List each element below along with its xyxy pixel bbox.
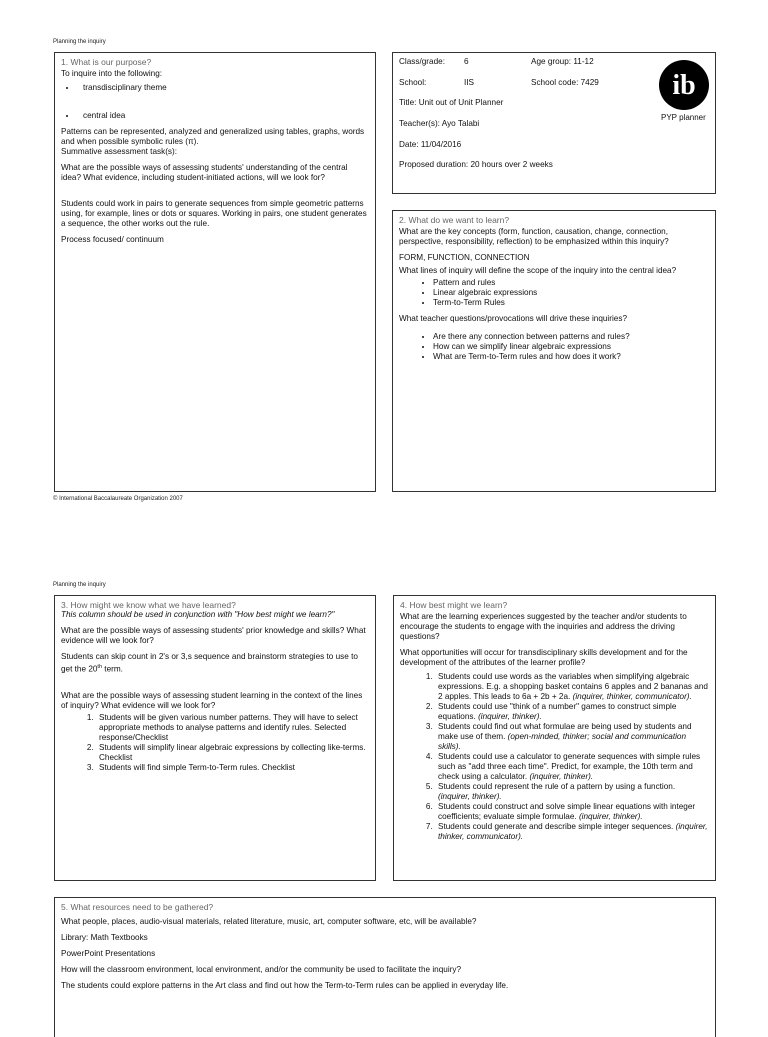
age-group: Age group: 11-12 xyxy=(531,57,594,66)
lines-question: What lines of inquiry will define the scope of the inquiry into the central idea? xyxy=(399,266,677,275)
section-title: 1. What is our purpose? xyxy=(61,57,152,67)
learning-experience: 4. Students could use a calculator to generate sequences with simple rules such as "add three each time". Predict, for example, the 10th term and check using a calculator. (inquirer, thinker). xyxy=(435,752,709,782)
proposed-duration: Proposed duration: 20 hours over 2 weeks xyxy=(399,160,553,169)
prior-knowledge-question: What are the possible ways of assessing students' prior knowledge and skills? What evidence will we look for? xyxy=(61,626,366,645)
environment-question: How will the classroom environment, local environment, and/or the community be used to facilitate the inquiry? xyxy=(61,965,462,974)
purpose-intro: To inquire into the following: xyxy=(61,69,163,78)
teacher-question: • What are Term-to-Term rules and how does it work? xyxy=(433,352,709,362)
teacher: Teacher(s): Ayo Talabi xyxy=(399,119,480,128)
line-of-inquiry: • Pattern and rules xyxy=(433,278,709,288)
theme-bullet: • transdisciplinary theme xyxy=(77,83,369,93)
opportunities-question: What opportunities will occur for transdisciplinary skills development and for the development of the attributes of the learner profile? xyxy=(400,648,688,667)
ib-logo xyxy=(658,59,710,111)
best-learn-section xyxy=(393,595,716,881)
task-text: Students could work in pairs to generate sequences from simple geometric patterns using, for example, lines or dots or squares. Working in pairs, one student generates a sequence, the other works out the rule. xyxy=(61,199,367,228)
learning-experiences-question: What are the learning experiences suggested by the teacher and/or students to encourage the students to engage with the inquiries and address the driving questions? xyxy=(400,612,687,641)
purpose-section xyxy=(54,52,376,492)
ib-logo-icon xyxy=(658,59,710,111)
environment-answer: The students could explore patterns in the Art class and find out how the Term-to-Term rules can be applied in everyday life. xyxy=(61,981,509,990)
learning-experience: 5. Students could represent the rule of a pattern by using a function. (inquirer, thinker). xyxy=(435,782,709,802)
know-section xyxy=(54,595,376,881)
learning-experience: 6. Students could construct and solve simple linear equations with integer coefficients; evaluate simple formulae. (inquirer, thinker). xyxy=(435,802,709,822)
teacher-questions-label: What teacher questions/provocations will drive these inquiries? xyxy=(399,314,628,323)
section-title: 4. How best might we learn? xyxy=(400,600,508,610)
school-value: IIS xyxy=(464,78,475,87)
class-label: Class/grade: xyxy=(399,57,445,66)
assessment-item: 3. Students will find simple Term-to-Term rules. Checklist xyxy=(96,763,369,773)
key-concepts-question: What are the key concepts (form, function, causation, change, connection, perspective, responsibility, reflection) to be emphasized within this inquiry? xyxy=(399,227,669,246)
learning-experience: 2. Students could use "think of a number" games to construct simple equations. (inquirer, thinker). xyxy=(435,702,709,722)
unit-title: Title: Unit out of Unit Planner xyxy=(399,98,504,107)
resources-question: What people, places, audio-visual materials, related literature, music, art, computer software, etc, will be available? xyxy=(61,917,477,926)
svg-text:ib: ib xyxy=(672,70,696,101)
teacher-question: • Are there any connection between patterns and rules? xyxy=(433,332,709,342)
line-of-inquiry: • Linear algebraic expressions xyxy=(433,288,709,298)
prior-knowledge-answer: Students can skip count in 2's or 3,s sequence and brainstorm strategies to use to get the 20th term. xyxy=(61,652,358,674)
resource-item: PowerPoint Presentations xyxy=(61,949,156,958)
learning-experience: 7. Students could generate and describe simple integer sequences. (inquirer, thinker, communicator). xyxy=(435,822,709,842)
section-title: 3. How might we know what we have learned? xyxy=(61,600,236,610)
resources-section xyxy=(54,897,716,1037)
class-value: 6 xyxy=(464,57,469,66)
date: Date: 11/04/2016 xyxy=(399,140,462,149)
learning-assessment-question: What are the possible ways of assessing student learning in the context of the lines of inquiry? What evidence will we look for? xyxy=(61,690,363,710)
section-title: 5. What resources need to be gathered? xyxy=(61,902,214,912)
learning-experience: 1. Students could use words as the variables when simplifying algebraic expressions. E.g. a shopping basket contains 6 apples and 2 bananas and 2 apples. This leads to 6a + 2b + 2a. (inquirer, thinker, communicator). xyxy=(435,672,709,702)
pyp-planner-label: PYP planner xyxy=(661,113,706,122)
section-title: 2. What do we want to learn? xyxy=(399,215,510,225)
copyright-footer: © International Baccalaureate Organization 2007 xyxy=(53,496,183,502)
page-header: Planning the inquiry xyxy=(53,582,106,588)
assessment-question: What are the possible ways of assessing students' understanding of the central idea? What evidence, including student-initiated actions, will we look for? xyxy=(61,163,348,182)
process-text: Process focused/ continuum xyxy=(61,235,164,244)
learn-section xyxy=(392,210,716,492)
central-idea-bullet: • central idea xyxy=(77,111,369,121)
teacher-question: • How can we simplify linear algebraic expressions xyxy=(433,342,709,352)
central-idea-text: Patterns can be represented, analyzed and generalized using tables, graphs, words and when possible symbolic rules (π). xyxy=(61,127,365,146)
line-of-inquiry: • Term-to-Term Rules xyxy=(433,298,709,308)
resource-item: Library: Math Textbooks xyxy=(61,933,148,942)
school-label: School: xyxy=(399,78,427,87)
learning-experience: 3. Students could find out what formulae are being used by students and make use of them. (open-minded, thinker; social and communication skills). xyxy=(435,722,709,752)
summative-label: Summative assessment task(s): xyxy=(61,147,178,156)
assessment-item: 1. Students will be given various number patterns. They will have to select appropriate methods to analyse patterns and identify rules. Selected response/Checklist xyxy=(96,713,369,743)
column-note: This column should be used in conjunction with "How best might we learn?" xyxy=(61,610,335,619)
page-header: Planning the inquiry xyxy=(53,39,106,45)
assessment-item: 2. Students will simplify linear algebraic expressions by collecting like-terms. Checklist xyxy=(96,743,369,763)
school-code: School code: 7429 xyxy=(531,78,599,87)
key-concepts: FORM, FUNCTION, CONNECTION xyxy=(399,253,530,262)
